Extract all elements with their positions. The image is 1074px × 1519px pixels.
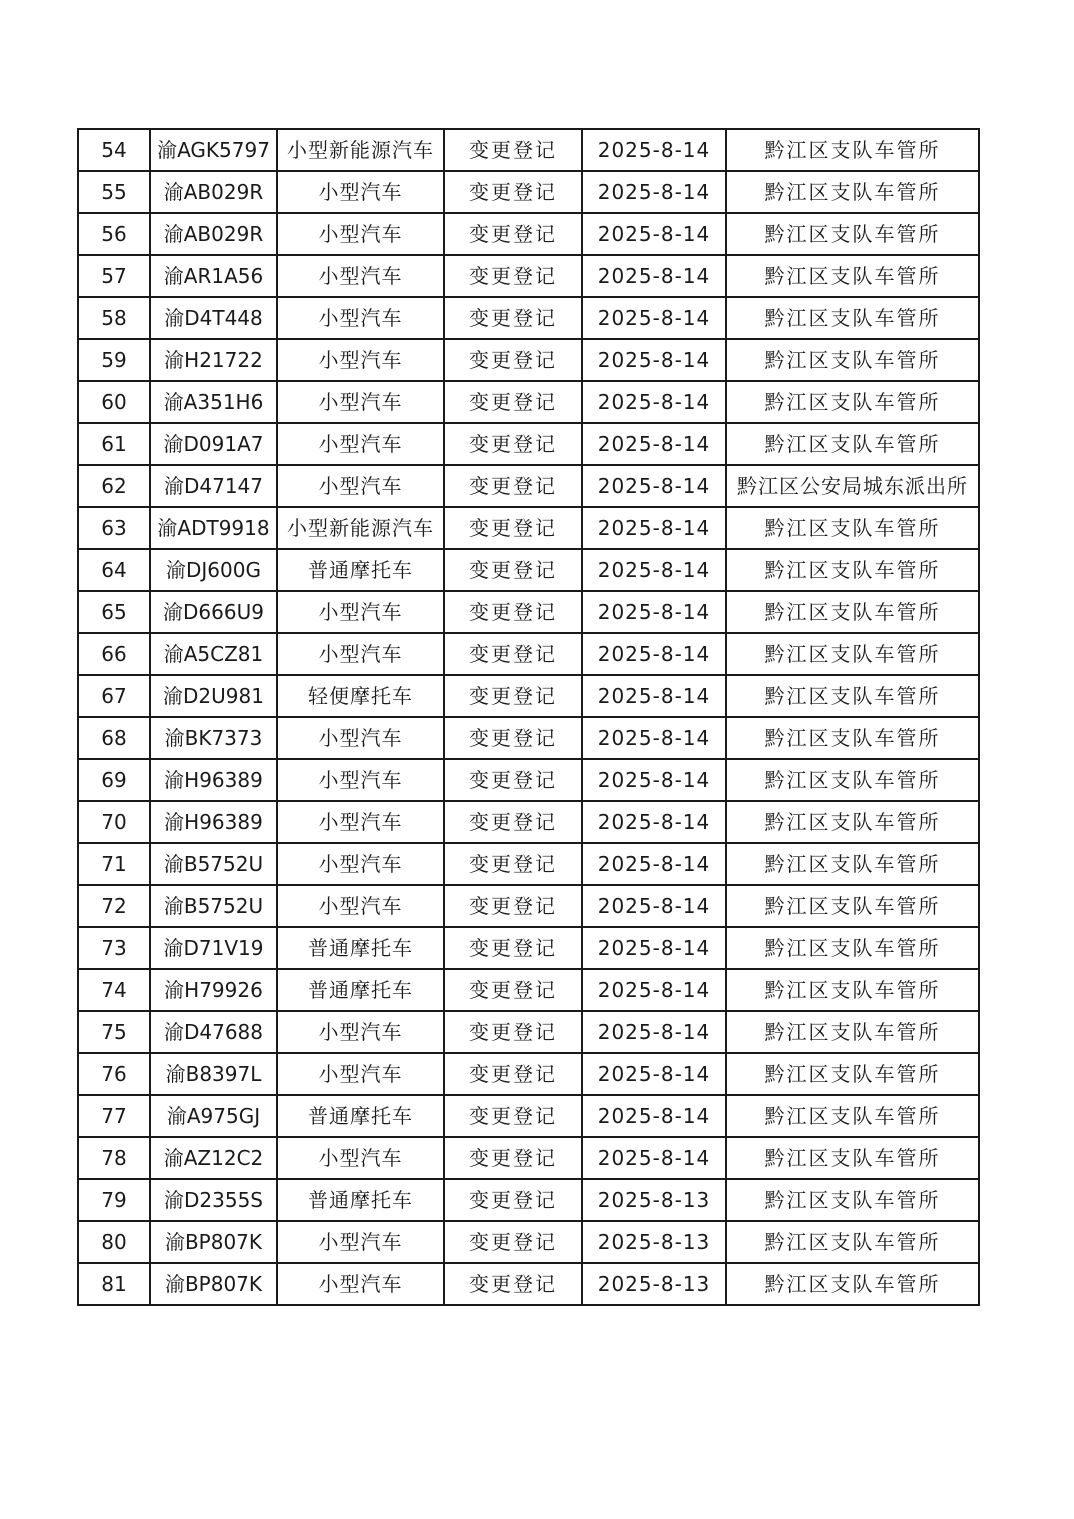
row-number-cell: 75 [78, 1011, 150, 1053]
date-cell: 2025-8-14 [582, 1095, 726, 1137]
business-type-cell: 变更登记 [444, 381, 582, 423]
date-cell: 2025-8-14 [582, 885, 726, 927]
business-type-cell: 变更登记 [444, 759, 582, 801]
date-cell: 2025-8-14 [582, 1011, 726, 1053]
business-type-cell: 变更登记 [444, 1053, 582, 1095]
date-cell: 2025-8-14 [582, 1137, 726, 1179]
business-type-cell: 变更登记 [444, 633, 582, 675]
date-cell: 2025-8-14 [582, 129, 726, 171]
office-cell: 黔江区支队车管所 [726, 1263, 979, 1305]
row-number-cell: 64 [78, 549, 150, 591]
office-cell: 黔江区支队车管所 [726, 633, 979, 675]
date-cell: 2025-8-14 [582, 759, 726, 801]
row-number-cell: 70 [78, 801, 150, 843]
business-type-cell: 变更登记 [444, 1137, 582, 1179]
row-number-cell: 61 [78, 423, 150, 465]
office-cell: 黔江区支队车管所 [726, 1179, 979, 1221]
vehicle-type-cell: 普通摩托车 [277, 927, 444, 969]
vehicle-type-cell: 小型新能源汽车 [277, 129, 444, 171]
table-row [78, 339, 979, 381]
vehicle-type-cell: 普通摩托车 [277, 549, 444, 591]
date-cell: 2025-8-14 [582, 255, 726, 297]
vehicle-type-cell: 小型汽车 [277, 843, 444, 885]
plate-number-cell: 渝A5CZ81 [150, 633, 277, 675]
plate-number-cell: 渝BP807K [150, 1263, 277, 1305]
plate-number-cell: 渝AGK5797 [150, 129, 277, 171]
vehicle-type-cell: 小型汽车 [277, 213, 444, 255]
row-number-cell: 55 [78, 171, 150, 213]
table-row [78, 1011, 979, 1053]
row-number-cell: 59 [78, 339, 150, 381]
business-type-cell: 变更登记 [444, 465, 582, 507]
vehicle-type-cell: 轻便摩托车 [277, 675, 444, 717]
office-cell: 黔江区支队车管所 [726, 381, 979, 423]
row-number-cell: 80 [78, 1221, 150, 1263]
office-cell: 黔江区支队车管所 [726, 549, 979, 591]
business-type-cell: 变更登记 [444, 1179, 582, 1221]
row-number-cell: 69 [78, 759, 150, 801]
date-cell: 2025-8-14 [582, 171, 726, 213]
table-row [78, 423, 979, 465]
table-row [78, 927, 979, 969]
table-row [78, 1095, 979, 1137]
office-cell: 黔江区支队车管所 [726, 885, 979, 927]
date-cell: 2025-8-14 [582, 339, 726, 381]
date-cell: 2025-8-14 [582, 213, 726, 255]
plate-number-cell: 渝D2355S [150, 1179, 277, 1221]
office-cell: 黔江区支队车管所 [726, 129, 979, 171]
row-number-cell: 57 [78, 255, 150, 297]
table-row [78, 1053, 979, 1095]
vehicle-type-cell: 小型汽车 [277, 591, 444, 633]
row-number-cell: 58 [78, 297, 150, 339]
vehicle-type-cell: 小型汽车 [277, 1137, 444, 1179]
date-cell: 2025-8-14 [582, 927, 726, 969]
row-number-cell: 77 [78, 1095, 150, 1137]
office-cell: 黔江区支队车管所 [726, 171, 979, 213]
plate-number-cell: 渝B5752U [150, 885, 277, 927]
office-cell: 黔江区支队车管所 [726, 1095, 979, 1137]
date-cell: 2025-8-14 [582, 1053, 726, 1095]
row-number-cell: 66 [78, 633, 150, 675]
plate-number-cell: 渝A975GJ [150, 1095, 277, 1137]
plate-number-cell: 渝AR1A56 [150, 255, 277, 297]
office-cell: 黔江区支队车管所 [726, 507, 979, 549]
table-row [78, 213, 979, 255]
date-cell: 2025-8-13 [582, 1179, 726, 1221]
row-number-cell: 65 [78, 591, 150, 633]
vehicle-type-cell: 小型汽车 [277, 381, 444, 423]
business-type-cell: 变更登记 [444, 297, 582, 339]
office-cell: 黔江区支队车管所 [726, 1137, 979, 1179]
table-row [78, 381, 979, 423]
table-body [78, 129, 979, 1305]
row-number-cell: 56 [78, 213, 150, 255]
office-cell: 黔江区支队车管所 [726, 339, 979, 381]
plate-number-cell: 渝D4T448 [150, 297, 277, 339]
table-row [78, 549, 979, 591]
date-cell: 2025-8-14 [582, 465, 726, 507]
table-row [78, 591, 979, 633]
business-type-cell: 变更登记 [444, 1011, 582, 1053]
office-cell: 黔江区支队车管所 [726, 927, 979, 969]
plate-number-cell: 渝D2U981 [150, 675, 277, 717]
vehicle-type-cell: 小型汽车 [277, 171, 444, 213]
business-type-cell: 变更登记 [444, 213, 582, 255]
vehicle-type-cell: 小型汽车 [277, 255, 444, 297]
plate-number-cell: 渝DJ600G [150, 549, 277, 591]
date-cell: 2025-8-14 [582, 297, 726, 339]
row-number-cell: 68 [78, 717, 150, 759]
vehicle-type-cell: 小型汽车 [277, 1263, 444, 1305]
table-row [78, 297, 979, 339]
registration-table [77, 128, 980, 1306]
office-cell: 黔江区支队车管所 [726, 801, 979, 843]
business-type-cell: 变更登记 [444, 927, 582, 969]
row-number-cell: 76 [78, 1053, 150, 1095]
vehicle-type-cell: 小型汽车 [277, 423, 444, 465]
date-cell: 2025-8-14 [582, 969, 726, 1011]
table-row [78, 129, 979, 171]
plate-number-cell: 渝BP807K [150, 1221, 277, 1263]
plate-number-cell: 渝BK7373 [150, 717, 277, 759]
date-cell: 2025-8-14 [582, 549, 726, 591]
business-type-cell: 变更登记 [444, 801, 582, 843]
business-type-cell: 变更登记 [444, 255, 582, 297]
date-cell: 2025-8-14 [582, 381, 726, 423]
table-row [78, 759, 979, 801]
plate-number-cell: 渝AB029R [150, 213, 277, 255]
vehicle-type-cell: 小型汽车 [277, 465, 444, 507]
vehicle-type-cell: 普通摩托车 [277, 1179, 444, 1221]
office-cell: 黔江区支队车管所 [726, 591, 979, 633]
table-row [78, 465, 979, 507]
vehicle-type-cell: 小型汽车 [277, 759, 444, 801]
table-row [78, 1263, 979, 1305]
table-row [78, 1221, 979, 1263]
vehicle-type-cell: 小型汽车 [277, 1221, 444, 1263]
table-row [78, 717, 979, 759]
date-cell: 2025-8-14 [582, 591, 726, 633]
business-type-cell: 变更登记 [444, 423, 582, 465]
date-cell: 2025-8-14 [582, 675, 726, 717]
office-cell: 黔江区支队车管所 [726, 297, 979, 339]
plate-number-cell: 渝D666U9 [150, 591, 277, 633]
date-cell: 2025-8-13 [582, 1221, 726, 1263]
plate-number-cell: 渝AB029R [150, 171, 277, 213]
row-number-cell: 78 [78, 1137, 150, 1179]
business-type-cell: 变更登记 [444, 675, 582, 717]
office-cell: 黔江区支队车管所 [726, 843, 979, 885]
business-type-cell: 变更登记 [444, 843, 582, 885]
table-row [78, 1137, 979, 1179]
table-row [78, 171, 979, 213]
plate-number-cell: 渝A351H6 [150, 381, 277, 423]
office-cell: 黔江区支队车管所 [726, 1053, 979, 1095]
row-number-cell: 71 [78, 843, 150, 885]
row-number-cell: 72 [78, 885, 150, 927]
row-number-cell: 62 [78, 465, 150, 507]
table-row [78, 969, 979, 1011]
vehicle-type-cell: 小型汽车 [277, 885, 444, 927]
business-type-cell: 变更登记 [444, 885, 582, 927]
business-type-cell: 变更登记 [444, 549, 582, 591]
table-row [78, 843, 979, 885]
vehicle-type-cell: 普通摩托车 [277, 1095, 444, 1137]
office-cell: 黔江区支队车管所 [726, 423, 979, 465]
row-number-cell: 60 [78, 381, 150, 423]
plate-number-cell: 渝D091A7 [150, 423, 277, 465]
office-cell: 黔江区支队车管所 [726, 1011, 979, 1053]
plate-number-cell: 渝B8397L [150, 1053, 277, 1095]
plate-number-cell: 渝B5752U [150, 843, 277, 885]
plate-number-cell: 渝D47688 [150, 1011, 277, 1053]
date-cell: 2025-8-14 [582, 717, 726, 759]
row-number-cell: 63 [78, 507, 150, 549]
plate-number-cell: 渝H79926 [150, 969, 277, 1011]
row-number-cell: 54 [78, 129, 150, 171]
row-number-cell: 79 [78, 1179, 150, 1221]
office-cell: 黔江区支队车管所 [726, 255, 979, 297]
business-type-cell: 变更登记 [444, 1095, 582, 1137]
table-row [78, 1179, 979, 1221]
business-type-cell: 变更登记 [444, 129, 582, 171]
business-type-cell: 变更登记 [444, 339, 582, 381]
date-cell: 2025-8-14 [582, 633, 726, 675]
plate-number-cell: 渝H96389 [150, 759, 277, 801]
business-type-cell: 变更登记 [444, 717, 582, 759]
date-cell: 2025-8-14 [582, 843, 726, 885]
plate-number-cell: 渝H96389 [150, 801, 277, 843]
table-row [78, 633, 979, 675]
office-cell: 黔江区支队车管所 [726, 1221, 979, 1263]
row-number-cell: 73 [78, 927, 150, 969]
office-cell: 黔江区支队车管所 [726, 717, 979, 759]
business-type-cell: 变更登记 [444, 969, 582, 1011]
plate-number-cell: 渝ADT9918 [150, 507, 277, 549]
date-cell: 2025-8-14 [582, 801, 726, 843]
office-cell: 黔江区支队车管所 [726, 675, 979, 717]
table-row [78, 801, 979, 843]
business-type-cell: 变更登记 [444, 171, 582, 213]
date-cell: 2025-8-14 [582, 507, 726, 549]
vehicle-type-cell: 小型汽车 [277, 633, 444, 675]
business-type-cell: 变更登记 [444, 507, 582, 549]
table-row [78, 507, 979, 549]
plate-number-cell: 渝H21722 [150, 339, 277, 381]
plate-number-cell: 渝D71V19 [150, 927, 277, 969]
table-row [78, 675, 979, 717]
table-row [78, 885, 979, 927]
plate-number-cell: 渝D47147 [150, 465, 277, 507]
row-number-cell: 67 [78, 675, 150, 717]
office-cell: 黔江区支队车管所 [726, 213, 979, 255]
business-type-cell: 变更登记 [444, 1221, 582, 1263]
vehicle-type-cell: 小型汽车 [277, 297, 444, 339]
office-cell: 黔江区支队车管所 [726, 969, 979, 1011]
plate-number-cell: 渝AZ12C2 [150, 1137, 277, 1179]
vehicle-type-cell: 小型汽车 [277, 1011, 444, 1053]
business-type-cell: 变更登记 [444, 1263, 582, 1305]
row-number-cell: 81 [78, 1263, 150, 1305]
row-number-cell: 74 [78, 969, 150, 1011]
table-row [78, 255, 979, 297]
vehicle-type-cell: 小型汽车 [277, 339, 444, 381]
date-cell: 2025-8-14 [582, 423, 726, 465]
vehicle-type-cell: 小型汽车 [277, 801, 444, 843]
business-type-cell: 变更登记 [444, 591, 582, 633]
vehicle-type-cell: 小型新能源汽车 [277, 507, 444, 549]
vehicle-type-cell: 普通摩托车 [277, 969, 444, 1011]
vehicle-type-cell: 小型汽车 [277, 717, 444, 759]
vehicle-type-cell: 小型汽车 [277, 1053, 444, 1095]
office-cell: 黔江区支队车管所 [726, 759, 979, 801]
office-cell: 黔江区公安局城东派出所 [726, 465, 979, 507]
date-cell: 2025-8-13 [582, 1263, 726, 1305]
